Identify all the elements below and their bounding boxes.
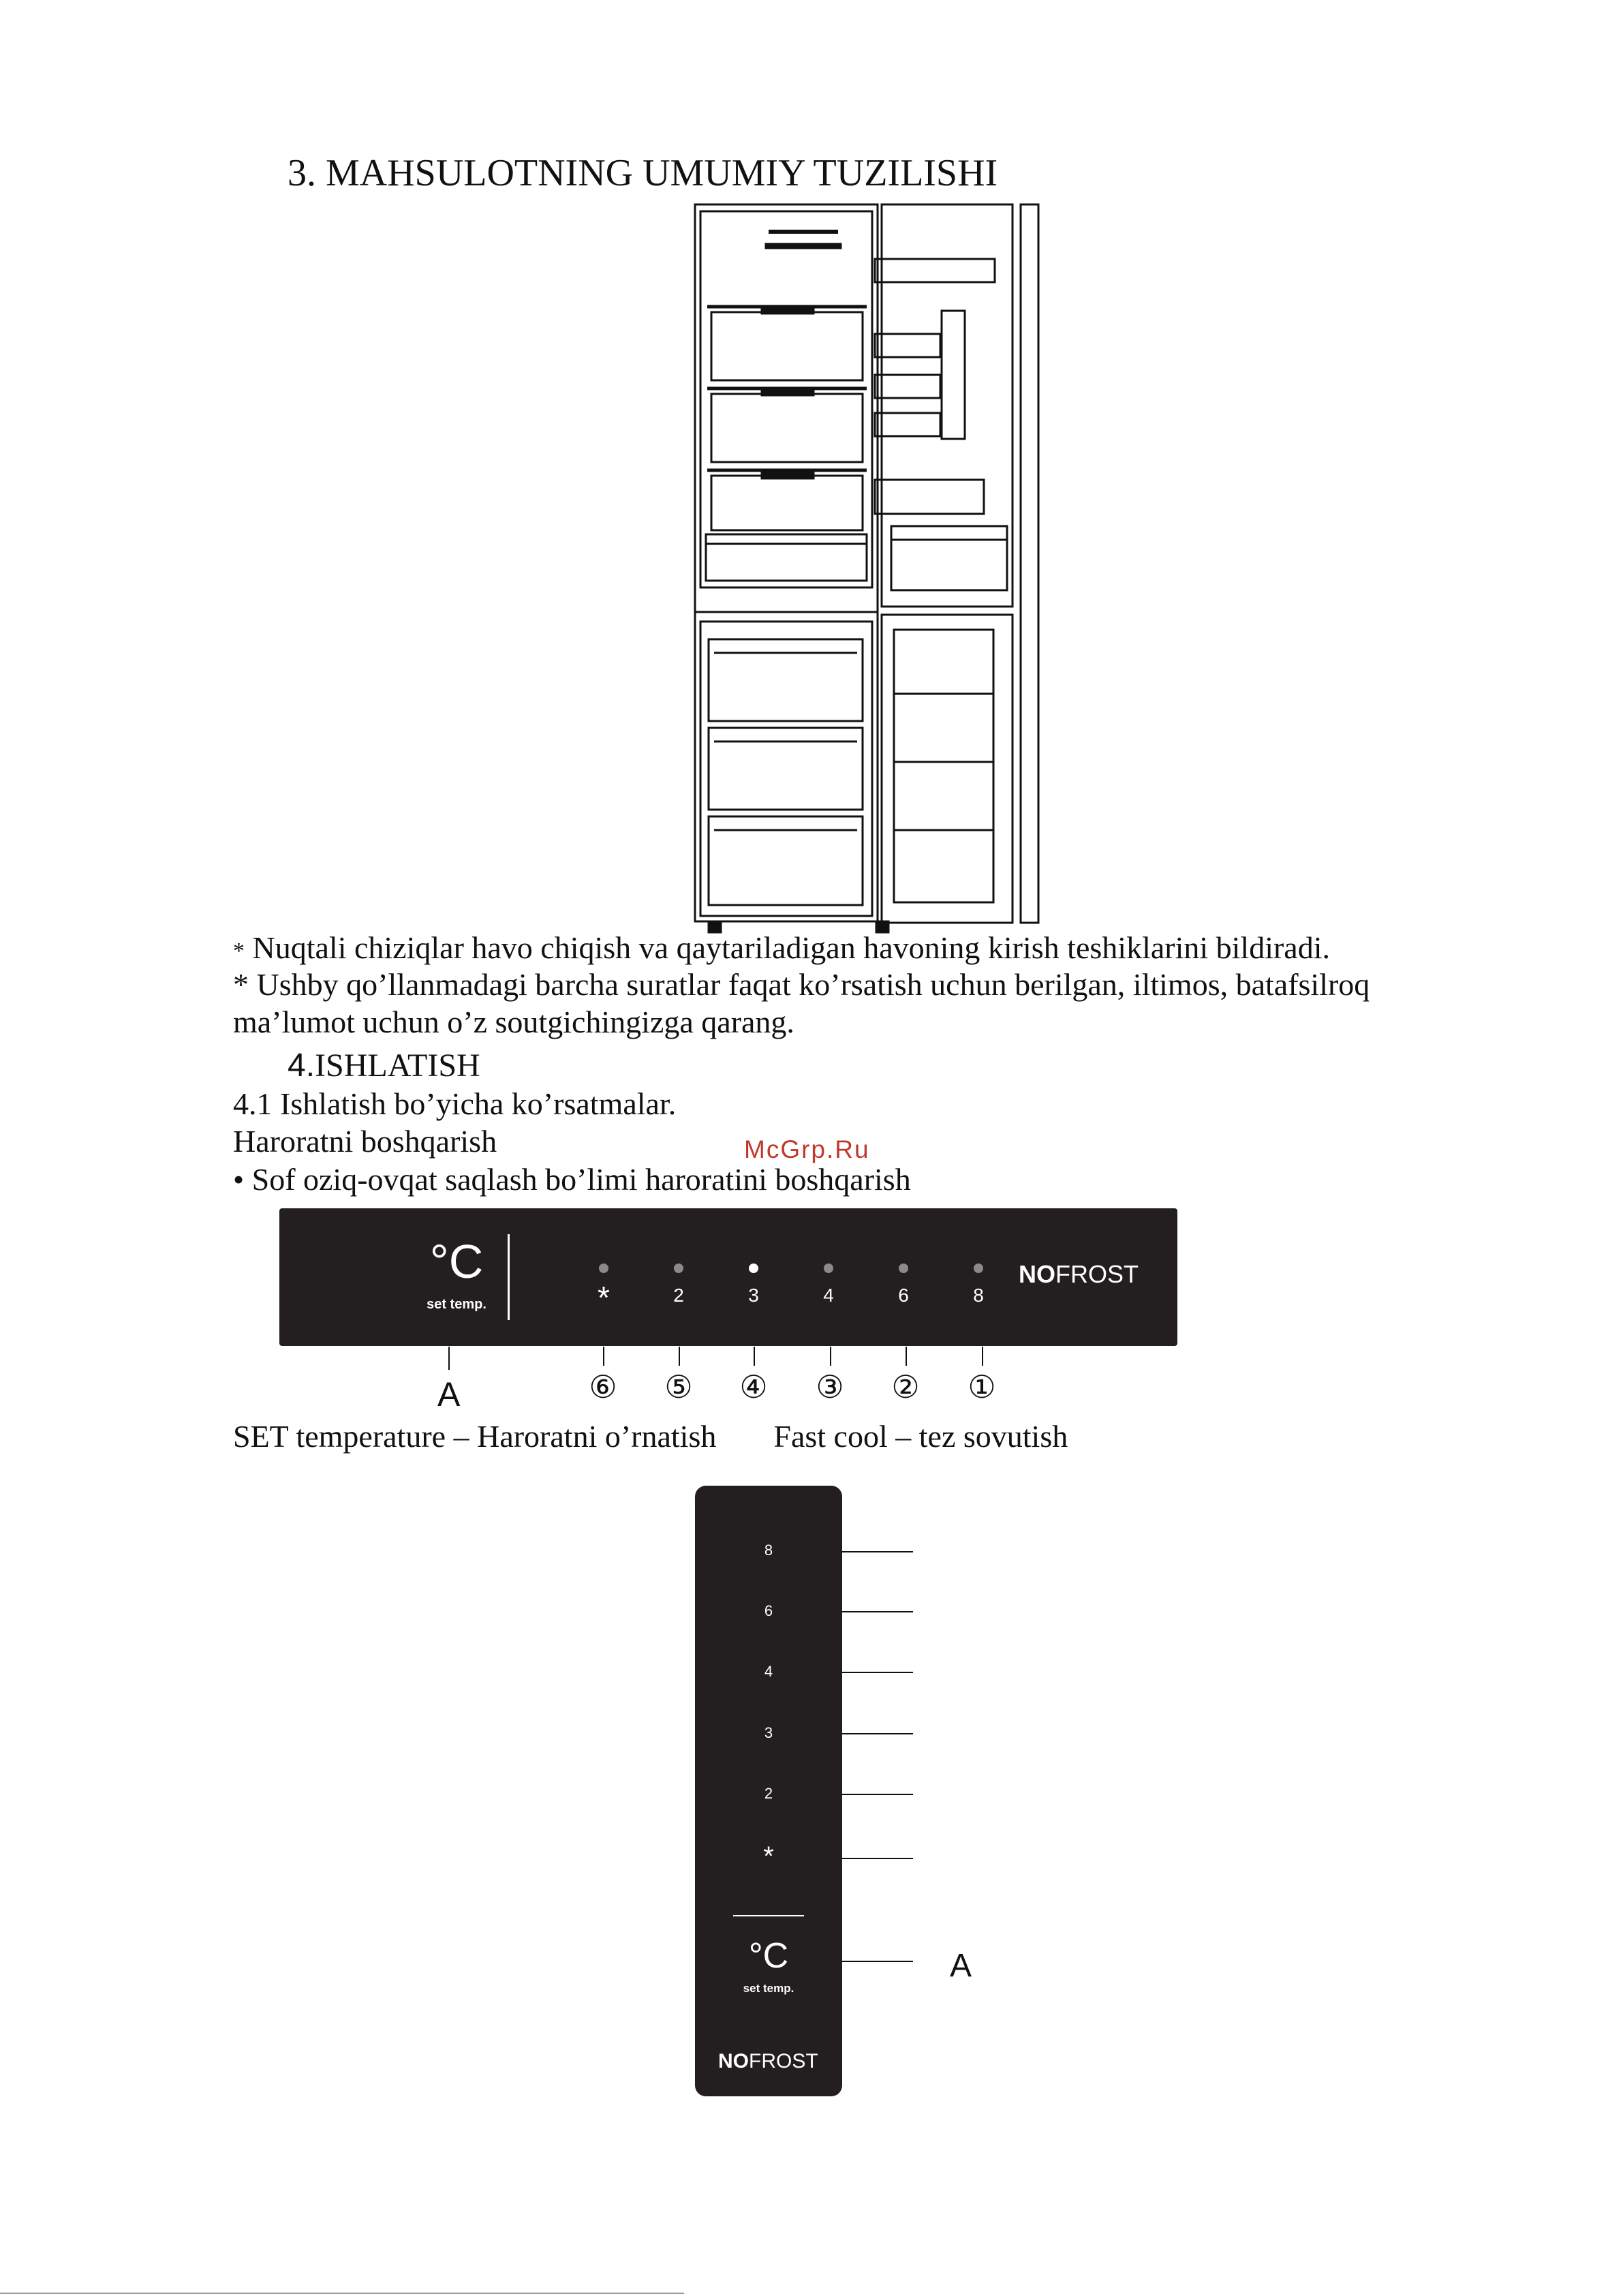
level-label-3: 3 xyxy=(748,1285,759,1306)
callout-2: ② xyxy=(891,1368,920,1405)
leader-line-A xyxy=(448,1347,450,1370)
note-illustration-line1: * Ushby qo’llanmadagi barcha suratlar faqat ko’rsatish uchun berilgan, iltimos, batafsilroq xyxy=(233,967,1370,1002)
note-air-vents-text: Nuqtali chiziqlar havo chiqish va qaytariladigan havoning kirish teshiklarini bildiradi. xyxy=(245,930,1330,965)
leader-line-v-6 xyxy=(842,1611,913,1612)
leader-line-v-4 xyxy=(842,1672,913,1673)
vertical-level-fast-cool: * xyxy=(763,1841,774,1871)
subsection-4-1: 4.1 Ishlatish bo’yicha ko’rsatmalar. xyxy=(233,1086,677,1121)
vertical-set-temp-label: set temp. xyxy=(743,1982,794,1995)
refrigerator-diagram xyxy=(694,203,1041,934)
level-indicator-8 xyxy=(974,1264,983,1273)
callout-A: A xyxy=(437,1375,461,1413)
level-indicator-2 xyxy=(674,1264,683,1273)
leader-line-2 xyxy=(906,1347,907,1366)
section-4-title xyxy=(288,1047,480,1084)
watermark: McGrp.Ru xyxy=(744,1135,870,1163)
vertical-level-2: 2 xyxy=(764,1785,773,1802)
level-indicator-fast-cool xyxy=(599,1264,608,1273)
note-air-vents xyxy=(233,932,1330,964)
section-3-title: 3. MAHSULOTNING UMUMIY TUZILISHI xyxy=(288,152,998,194)
vertical-level-3: 3 xyxy=(764,1724,773,1741)
callout-1: ① xyxy=(968,1368,996,1405)
panel-caption xyxy=(233,1421,1068,1452)
vertical-level-6: 6 xyxy=(764,1602,773,1619)
level-label-4: 4 xyxy=(823,1285,834,1306)
leader-line-4 xyxy=(754,1347,755,1366)
vertical-level-8: 8 xyxy=(764,1542,773,1559)
callout-3: ③ xyxy=(816,1368,844,1405)
level-indicator-6 xyxy=(899,1264,908,1273)
temperature-control-heading: Haroratni boshqarish xyxy=(233,1124,497,1159)
horizontal-control-panel xyxy=(279,1208,1177,1346)
note-star: * xyxy=(233,938,245,964)
level-indicator-4 xyxy=(824,1264,833,1273)
panel-divider xyxy=(508,1234,510,1320)
leader-line-v-A xyxy=(842,1961,913,1962)
caption-fast-cool: Fast cool – tez sovutish xyxy=(773,1419,1068,1454)
vertical-callout-A: A xyxy=(950,1948,972,1984)
vertical-control-panel xyxy=(695,1486,842,2096)
leader-line-3 xyxy=(830,1347,831,1366)
leader-line-v-fast-cool xyxy=(842,1858,913,1859)
level-label-8: 8 xyxy=(973,1285,984,1306)
set-temp-button[interactable]: °C xyxy=(429,1235,484,1288)
vertical-nofrost-logo: NOFROST xyxy=(718,2050,818,2072)
leader-line-5 xyxy=(679,1347,680,1366)
level-label-2: 2 xyxy=(673,1285,684,1306)
level-indicator-3 xyxy=(749,1264,758,1273)
leader-line-v-8 xyxy=(842,1551,913,1552)
footer-rule xyxy=(0,2293,684,2294)
vertical-level-4: 4 xyxy=(764,1663,773,1680)
leader-line-v-3 xyxy=(842,1733,913,1734)
caption-set-temperature: SET temperature – Haroratni o’rnatish xyxy=(233,1419,717,1454)
section-4-title-text: ISHLATISH xyxy=(315,1047,480,1084)
vertical-divider xyxy=(733,1915,804,1916)
note-illustration-line2: ma’lumot uchun o’z soutgichingizga qarang. xyxy=(233,1005,794,1039)
vertical-set-temp-button[interactable]: °C xyxy=(748,1936,789,1976)
leader-line-6 xyxy=(603,1347,604,1366)
callout-4: ④ xyxy=(739,1368,768,1405)
set-temp-label: set temp. xyxy=(427,1297,486,1312)
level-label-6: 6 xyxy=(898,1285,909,1306)
leader-line-v-2 xyxy=(842,1794,913,1795)
level-label-fast-cool: * xyxy=(598,1280,610,1315)
leader-line-1 xyxy=(982,1347,983,1366)
callout-5: ⑤ xyxy=(664,1368,693,1405)
callout-6: ⑥ xyxy=(589,1368,617,1405)
nofrost-logo: NOFROST xyxy=(1019,1260,1139,1288)
section-4-number: 4. xyxy=(288,1047,315,1084)
fresh-food-control-item: • Sof oziq-ovqat saqlash bo’limi haroratini boshqarish xyxy=(233,1162,911,1197)
